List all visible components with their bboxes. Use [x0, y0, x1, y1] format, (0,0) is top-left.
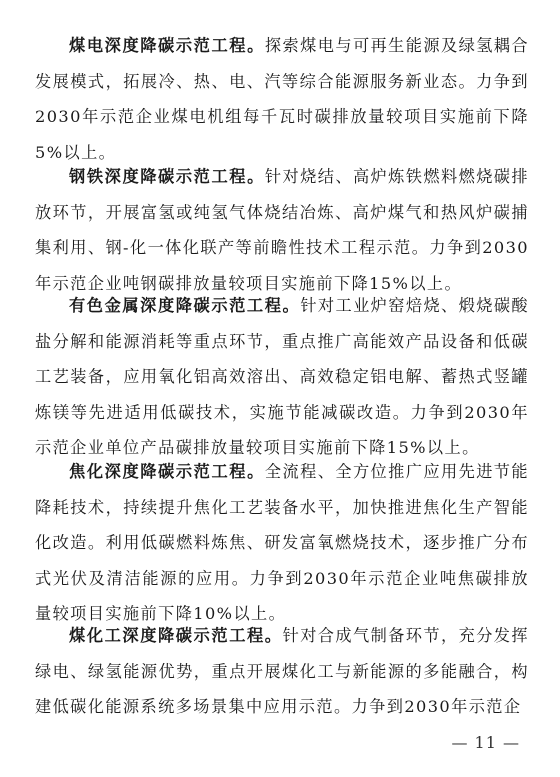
paragraph-heading: 煤化工深度降碳示范工程。 — [69, 626, 283, 645]
paragraph-heading: 煤电深度降碳示范工程。 — [69, 36, 265, 55]
paragraph-body: 全流程、全方位推广应用先进节能降耗技术，持续提升焦化工艺装备水平，加快推进焦化生产智能化改造。利用低碳燃料炼焦、研发富氧燃烧技术，逐步推广分布式光伏及清洁能源的应用。力争到2030年示范企业吨焦碳排放量较项目实施前下降10%以上。 — [35, 462, 529, 624]
paragraph-heading: 焦化深度降碳示范工程。 — [69, 462, 265, 481]
paragraph-coal-chemical — [35, 618, 529, 725]
paragraph-nonferrous-metals — [35, 288, 529, 466]
paragraph-coal-power — [35, 28, 529, 170]
paragraph-body: 探索煤电与可再生能源及绿氢耦合发展模式，拓展冷、热、电、汽等综合能源服务新业态。力争到2030年示范企业煤电机组每千瓦时碳排放量较项目实施前下降5%以上。 — [35, 36, 529, 162]
paragraph-body: 针对烧结、高炉炼铁燃料燃烧碳排放环节，开展富氢或纯氢气体烧结冶炼、高炉煤气和热风炉碳捕集利用、钢-化一体化联产等前瞻性技术工程示范。力争到2030年示范企业吨钢碳排放量较项目实施前下降15%以上。 — [35, 167, 529, 293]
paragraph-body: 针对合成气制备环节，充分发挥绿电、绿氢能源优势，重点开展煤化工与新能源的多能融合，构建低碳化能源系统多场景集中应用示范。力争到2030年示范企 — [35, 626, 529, 717]
page-number: — 11 — — [451, 733, 520, 752]
paragraph-heading: 有色金属深度降碳示范工程。 — [69, 296, 301, 315]
paragraph-heading: 钢铁深度降碳示范工程。 — [69, 167, 265, 186]
paragraph-body: 针对工业炉窑焙烧、煅烧碳酸盐分解和能源消耗等重点环节，重点推广高能效产品设备和低碳工艺装备，应用氧化铝高效溶出、高效稳定铝电解、蓄热式竖罐炼镁等先进适用低碳技术，实施节能减碳改造。力争到2030年示范企业单位产品碳排放量较项目实施前下降15%以上。 — [35, 296, 529, 458]
paragraph-coking — [35, 454, 529, 632]
paragraph-steel — [35, 159, 529, 301]
